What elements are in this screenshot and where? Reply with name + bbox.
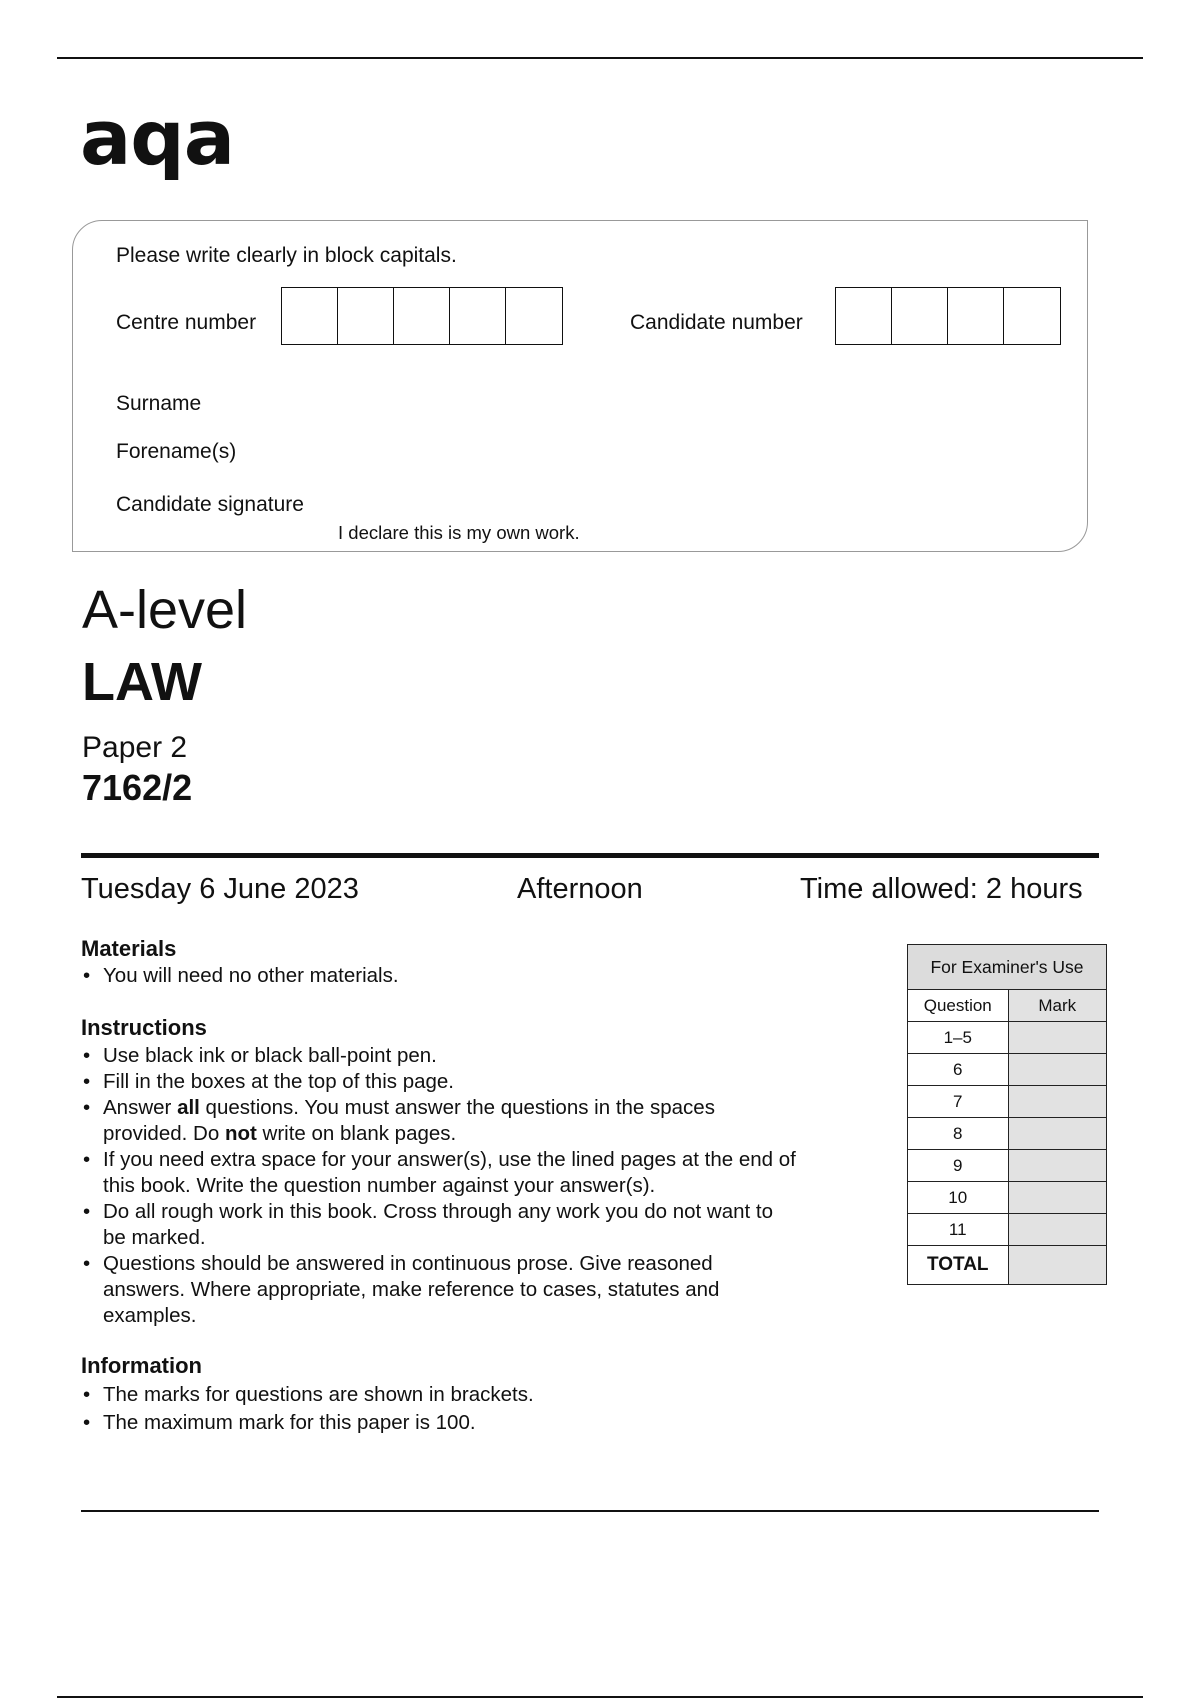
exam-date: Tuesday 6 June 2023: [81, 873, 359, 905]
signature-field[interactable]: [340, 489, 1060, 519]
mark-cell[interactable]: [1008, 1214, 1107, 1246]
list-item: • Use black ink or black ball-point pen.: [81, 1043, 881, 1069]
title-divider: [81, 853, 1099, 858]
list-item: • You will need no other materials.: [81, 963, 881, 989]
materials-heading: Materials: [81, 936, 177, 961]
exam-session: Afternoon: [517, 873, 643, 905]
mark-cell[interactable]: [1008, 1086, 1107, 1118]
list-item-continuation: answers. Where appropriate, make reference to cases, statutes and: [103, 1278, 720, 1301]
candidate-number-field[interactable]: [835, 287, 1061, 345]
top-rule: [57, 57, 1143, 59]
instructions-heading: Instructions: [81, 1015, 207, 1040]
qualification-level: A-level: [82, 580, 248, 640]
list-item: • Fill in the boxes at the top of this page.: [81, 1069, 881, 1095]
aqa-logo: aqa: [80, 93, 234, 182]
list-item-continuation: this book. Write the question number against your answer(s).: [103, 1174, 656, 1197]
paper-number: Paper 2: [82, 731, 188, 764]
candidate-number-digit-box[interactable]: [892, 288, 948, 344]
candidate-number-digit-box[interactable]: [1004, 288, 1060, 344]
centre-number-digit-box[interactable]: [338, 288, 394, 344]
mark-column-header: Mark: [1008, 990, 1107, 1022]
mark-cell[interactable]: [1008, 1118, 1107, 1150]
subject-title: LAW: [82, 652, 202, 712]
list-item-continuation: provided. Do not write on blank pages.: [103, 1122, 457, 1145]
list-item: • The marks for questions are shown in brackets.: [81, 1381, 881, 1409]
centre-number-label: Centre number: [116, 311, 257, 334]
mark-cell[interactable]: [1008, 1054, 1107, 1086]
centre-number-digit-box[interactable]: [450, 288, 506, 344]
information-heading: Information: [81, 1353, 202, 1378]
list-item-continuation: examples.: [103, 1304, 197, 1327]
candidate-number-label: Candidate number: [630, 311, 803, 334]
total-label: TOTAL: [908, 1246, 1009, 1285]
surname-label: Surname: [116, 392, 202, 415]
instructions-list: [81, 1043, 881, 1329]
question-cell: 11: [908, 1214, 1009, 1246]
list-item: • Do all rough work in this book. Cross through any work you do not want to: [81, 1199, 881, 1225]
question-cell: 10: [908, 1182, 1009, 1214]
list-item: • Questions should be answered in continuous prose. Give reasoned: [81, 1251, 881, 1277]
question-cell: 6: [908, 1054, 1009, 1086]
examiner-use-table: [907, 944, 1107, 1285]
list-item: • Answer all questions. You must answer the questions in the spaces: [81, 1095, 881, 1121]
centre-number-digit-box[interactable]: [282, 288, 338, 344]
list-item: • If you need extra space for your answer(s), use the lined pages at the end of: [81, 1147, 881, 1173]
total-mark-cell[interactable]: [1008, 1246, 1107, 1285]
block-capitals-instruction: Please write clearly in block capitals.: [116, 244, 457, 267]
question-cell: 9: [908, 1150, 1009, 1182]
signature-label: Candidate signature: [116, 493, 304, 516]
forenames-label: Forename(s): [116, 440, 237, 463]
materials-list: [81, 963, 881, 989]
bottom-rule: [57, 1696, 1143, 1698]
candidate-number-digit-box[interactable]: [836, 288, 892, 344]
list-item-continuation: be marked.: [103, 1226, 206, 1249]
question-cell: 1–5: [908, 1022, 1009, 1054]
question-cell: 8: [908, 1118, 1009, 1150]
centre-number-field[interactable]: [281, 287, 563, 345]
forenames-field[interactable]: [320, 436, 1060, 466]
question-cell: 7: [908, 1086, 1009, 1118]
mark-cell[interactable]: [1008, 1150, 1107, 1182]
paper-code: 7162/2: [82, 767, 193, 808]
surname-field[interactable]: [320, 388, 1060, 418]
declaration-text: I declare this is my own work.: [338, 522, 580, 543]
centre-number-digit-box[interactable]: [506, 288, 562, 344]
question-column-header: Question: [908, 990, 1009, 1022]
candidate-number-digit-box[interactable]: [948, 288, 1004, 344]
time-allowed: Time allowed: 2 hours: [800, 873, 1083, 905]
mark-cell[interactable]: [1008, 1022, 1107, 1054]
list-item: • The maximum mark for this paper is 100.: [81, 1409, 881, 1437]
mark-cell[interactable]: [1008, 1182, 1107, 1214]
information-list: [81, 1381, 881, 1437]
examiner-use-title: For Examiner's Use: [908, 945, 1107, 990]
centre-number-digit-box[interactable]: [394, 288, 450, 344]
footer-divider: [81, 1510, 1099, 1512]
